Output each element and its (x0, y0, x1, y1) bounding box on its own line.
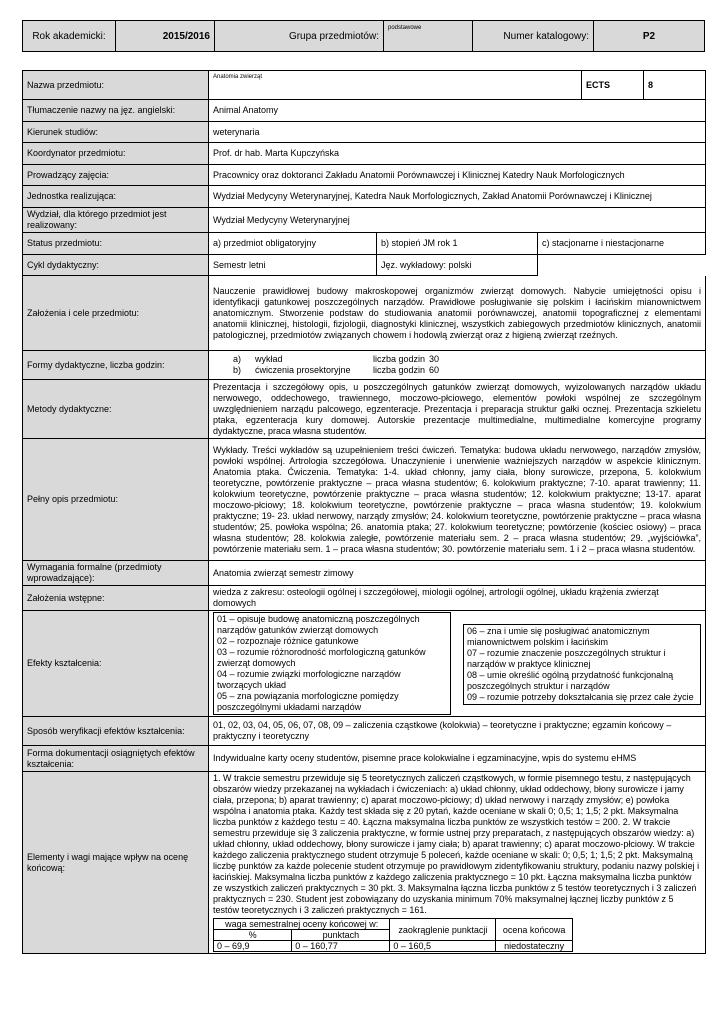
grading-h-points: punktach (292, 930, 390, 941)
academic-year-value: 2015/2016 (116, 21, 215, 52)
teachers-value: Pracownicy oraz doktoranci Zakładu Anatomii Porównawczej i Klinicznej Katedry Nauk Morfologicznych (209, 165, 706, 186)
group-value: podstawowe (384, 21, 473, 52)
row-effects (23, 611, 706, 717)
name-label: Nazwa przedmiotu: (23, 71, 209, 100)
verification-value: 01, 02, 03, 04, 05, 06, 07, 08, 09 – zaliczenia cząstkowe (kolokwia) – teoretyczne i praktyczne; egzamin końcowy – praktyczny i teoretyczny (209, 717, 706, 746)
row-prereq (23, 586, 706, 611)
full-label: Pełny opis przedmiotu: (23, 439, 209, 561)
translation-label: Tłumaczenie nazwy na jęz. angielski: (23, 100, 209, 122)
row-goals (23, 276, 706, 351)
language-value: Jęz. wykładowy: polski (377, 255, 538, 276)
goals-value: Nauczenie prawidłowej budowy makroskopowej organizmów zwierząt domowych. Nabycie umiejętności opisu i identyfikacji gatunkowej poszczególnych narządów. Prawidłowe posługiwanie się polskim i łacińskim mianownictwem anatomicznym. Stworzenie podstaw do studiowania anatomii porównawczej, anatomii topograficznej z elementami anatomii klinicznej, histologii, fizjologii, diagnostyki klinicznej, wszystkich zabiegowych przedmiotów klinicznych, anatomii patologicznej, przedmiotów związanych chowem i hodowlą zwierząt oraz z higieną zwierząt rzeźnych. (209, 276, 706, 351)
translation-value: Animal Anatomy (209, 100, 706, 122)
verification-label: Sposób weryfikacji efektów kształcenia: (23, 717, 209, 746)
header-table (22, 20, 705, 52)
effects-cell (209, 611, 706, 717)
prereq-value: wiedza z zakresu: osteologii ogólnej i szczegółowej, miologii ogólnej, artrologii ogólnej, układu krążenia zwierząt domowych (209, 586, 706, 611)
row-documentation (23, 746, 706, 772)
row-unit (23, 186, 706, 208)
grading-h-percent: % (214, 930, 292, 941)
row-coordinator (23, 143, 706, 165)
form-hours: 60 (429, 365, 440, 375)
row-grading (23, 772, 706, 954)
grading-points: 0 – 160,77 (292, 941, 390, 952)
prereq-label: Założenia wstępne: (23, 586, 209, 611)
ects-label: ECTS (582, 71, 644, 100)
catalog-label: Numer katalogowy: (473, 21, 594, 52)
unit-label: Jednostka realizująca: (23, 186, 209, 208)
catalog-value: P2 (594, 21, 705, 52)
form-hours-label: liczba godzin (373, 354, 426, 364)
methods-value: Prezentacja i szczegółowy opis, u poszczególnych gatunków zwierząt domowych, wyizolowanych narządów układu nerwowego, oddechowego, trawiennego, moczowo-płciowego, elementów powłoki wspólnej ze szczególnym uwzględnieniem narządu palcowego, egzenteracje. Prezentacja i preparacja struktur gałki ocznej. Prezentacja szkieletu ptaka, egzenteracja kury domowej. Autorskie prezentacje multimedialne, multimedialne komercyjne programy dydaktyczne, praca własna studentów. (209, 380, 706, 439)
form-item (233, 365, 701, 376)
form-letter: b) (233, 365, 242, 375)
ects-value: 8 (644, 71, 706, 100)
formal-value: Anatomia zwierząt semestr zimowy (209, 561, 706, 586)
formal-label: Wymagania formalne (przedmioty wprowadzające): (23, 561, 209, 586)
faculty-label: Wydział, dla którego przedmiot jest realizowany: (23, 208, 209, 233)
row-direction (23, 122, 706, 143)
form-item (233, 354, 701, 365)
grading-h-round: zaokrąglenie punktacji (390, 919, 496, 941)
grading-round: 0 – 160,5 (390, 941, 496, 952)
row-status (23, 233, 706, 255)
effects-left: 01 – opisuje budowę anatomiczną poszczególnych narządów gatunków zwierząt domowych 02 – rozpoznaje różnice gatunkowe 03 – rozumie różnorodność morfologiczną gatunków zwierząt domowych 04 – rozumie związki morfologiczne narządów tworzących układ 05 – zna powiązania morfologiczne pomiędzy poszczególnymi układami narządów (213, 612, 451, 715)
row-teachers (23, 165, 706, 186)
teachers-label: Prowadzący zajęcia: (23, 165, 209, 186)
row-verification (23, 717, 706, 746)
cycle-value: Semestr letni (209, 255, 377, 276)
grading-grade: niedostateczny (496, 941, 573, 952)
documentation-label: Forma dokumentacji osiągniętych efektów kształcenia: (23, 746, 209, 772)
status-c: c) stacjonarne i niestacjonarne (538, 233, 706, 255)
grading-table (213, 918, 573, 952)
grading-cell (209, 772, 706, 954)
methods-label: Metody dydaktyczne: (23, 380, 209, 439)
full-value: Wykłady. Treści wykładów są uzupełnieniem treści ćwiczeń. Tematyka: budowa układu nerwowego, narządów zmysłów, powłoki wspólnej. Artrologia szczegółowa. Unaczynienie i unerwienie ważniejszych narządów w aspekcie klinicznym. Anatomia ptaka. Ćwiczenia. Tematyka: 1-4. układ chłonny, jamy ciała, błony surowicze, przepona, 5. kolokwium teoretyczne, powtórzenie praktyczne – praca własna studentów; 6. kolokwium praktyczne; 7-10. aparat trawienny; 11. kolokwium teoretyczne, powtórzenie praktyczne – praca własna studentów; 12. kolokwium praktyczne; 13-17. aparat moczowo-płciowy; 18. kolokwium teoretyczne, powtórzenie praktyczne – praca własna studentów; 19. kolokwium praktyczne; 19- 23. układ nerwowy, narządy zmysłów; 24. kolokwium teoretyczne, powtórzenie praktyczne – praca własna studentów; 25. powłoka wspólna; 26. anatomia ptaka; 27. kolokwium teoretyczne; powtórzenie (kościec osiowy) – praca własna studentów; 28. kolokwia zaległe, powtórzenie materiału sem. 2 – praca własna studentów; 29. „wyjściówka”, powtórzenie materiału sem. 1 – praca własna studentów; 30. powtórzenie materiału sem. 1 i 2 – praca własna studentów. (209, 439, 706, 561)
coordinator-value: Prof. dr hab. Marta Kupczyńska (209, 143, 706, 165)
form-hours-label: liczba godzin (373, 365, 426, 375)
faculty-value: Wydział Medycyny Weterynaryjnej (209, 208, 706, 233)
form-letter: a) (233, 354, 242, 364)
cycle-empty (538, 255, 706, 276)
course-table (22, 70, 706, 954)
grading-value: 1. W trakcie semestru przewiduje się 5 teoretycznych zaliczeń cząstkowych, w formie pisemnego testu, z następujących obszarów wiedzy przekazanej na wykładach i ćwiczeniach: a) układ chłonny, układ oddechowy, błony surowicze i jamy ciała, przepona; b) aparat trawienny; c) aparat moczowo-płciowy; d) układ nerwowy i narządy zmysłów; e) powłoka wspólna i anatomia ptaka. Każdy test składa się z 20 pytań, każde oceniane w skali 0; 0,5; 1; 1,5; 2 pkt. Maksymalna liczba punktów z każdego testu = 40. Łączna maksymalna liczba punktów ze wszystkich testów = 200. 2. W trakcie semestru przewiduje się 3 zaliczenia praktyczne, w formie ustnej przy preparatach, z następujących obszarów wiedzy: a) układ chłonny, układ oddechowy, błony surowicze i jamy ciała; b) aparat trawienny; c) aparat moczowo-płciowy. W trakcie każdego zaliczenia praktycznego student otrzymuje 5 poleceń, każde oceniane w skali: 0; 0,5; 1; 1,5; 2 pkt. Maksymalną liczbę punktów za każde polecenie student otrzymuje po prawidłowym zidentyfikowaniu struktury, podaniu nazwy polskiej i łacińskiej. Maksymalna liczba punktów z każdego zaliczenia praktycznego = 10 pkt. Łączna maksymalna liczba punktów ze wszystkich zaliczeń praktycznych = 30 pkt. 3. Maksymalna łączna liczba punktów z 5 testów teoretycznych i 3 zaliczeń praktycznych = 230. Student jest zobowiązany do uzyskania minimum 70% maksymalnej łącznej liczby punktów z 5 testów teoretycznych i 3 zaliczeń praktycznych = 161. (213, 773, 700, 915)
row-formal (23, 561, 706, 586)
grading-row (214, 941, 573, 952)
direction-value: weterynaria (209, 122, 706, 143)
form-hours: 30 (429, 354, 440, 364)
row-cycle (23, 255, 706, 276)
row-full (23, 439, 706, 561)
unit-value: Wydział Medycyny Weterynaryjnej, Katedra Nauk Morfologicznych, Zakład Anatomii Porównawczej i Klinicznej (209, 186, 706, 208)
row-translation (23, 100, 706, 122)
group-label: Grupa przedmiotów: (215, 21, 384, 52)
row-faculty (23, 208, 706, 233)
row-forms (23, 351, 706, 380)
row-name (23, 71, 706, 100)
effects-right: 06 – zna i umie się posługiwać anatomicznym mianownictwem polskim i łacińskim 07 – rozumie znaczenie poszczególnych struktur i narządów w praktyce klinicznej 08 – umie określić ogólną przydatność funkcjonalną poszczególnych struktur i narządów 09 – rozumie potrzeby dokształcania się przez całe życie (463, 624, 701, 705)
goals-label: Założenia i cele przedmiotu: (23, 276, 209, 351)
grading-h-grade: ocena końcowa (496, 919, 573, 941)
grading-label: Elementy i wagi mające wpływ na ocenę końcową: (23, 772, 209, 954)
cycle-label: Cykl dydaktyczny: (23, 255, 209, 276)
name-value: Anatomia zwierząt (209, 71, 582, 100)
form-name: wykład (255, 354, 283, 364)
row-methods (23, 380, 706, 439)
coordinator-label: Koordynator przedmiotu: (23, 143, 209, 165)
status-label: Status przedmiotu: (23, 233, 209, 255)
grading-h-weight: waga semestralnej oceny końcowej w: (214, 919, 390, 930)
documentation-value: Indywidualne karty oceny studentów, pisemne prace kolokwialne i egzaminacyjne, wpis do systemu eHMS (209, 746, 706, 772)
forms-list (209, 351, 706, 380)
grading-percent: 0 – 69,9 (214, 941, 292, 952)
forms-label: Formy dydaktyczne, liczba godzin: (23, 351, 209, 380)
academic-year-label: Rok akademicki: (23, 21, 116, 52)
status-a: a) przedmiot obligatoryjny (209, 233, 377, 255)
form-name: ćwiczenia prosektoryjne (255, 365, 351, 375)
direction-label: Kierunek studiów: (23, 122, 209, 143)
effects-label: Efekty kształcenia: (23, 611, 209, 717)
status-b: b) stopień JM rok 1 (377, 233, 538, 255)
